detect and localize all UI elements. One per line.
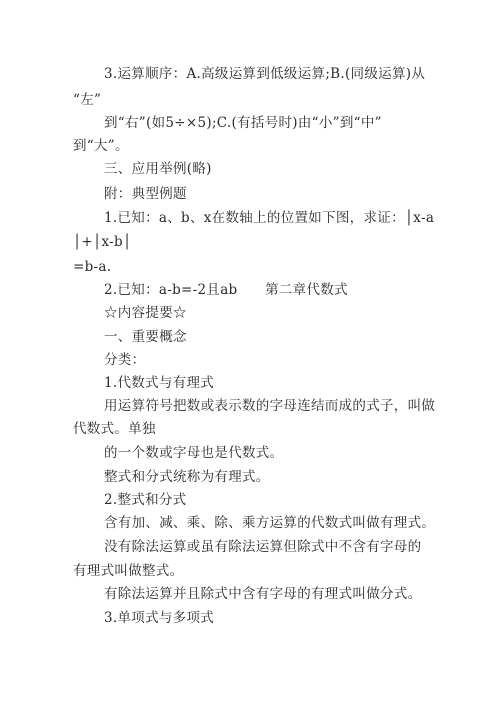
- text-line: 没有除法运算或虽有除法运算但除式中不含有字母的: [104, 539, 422, 555]
- text-line: 1.已知：a、b、x在数轴上的位置如下图，求证：│x-a: [104, 210, 435, 226]
- text-line: 有除法运算并且除式中含有字母的有理式叫做分式。: [104, 586, 422, 602]
- text-line: 3.运算顺序：A.高级运算到低级运算;B.(同级运算)从: [104, 66, 426, 82]
- text-line: 到“大”。: [73, 138, 129, 154]
- section-heading: 三、应用举例(略): [104, 161, 212, 177]
- text-line: │+│x-b│: [73, 234, 132, 250]
- text-line: 含有加、减、乘、除、乘方运算的代数式叫做有理式。: [104, 515, 436, 531]
- subheading: 1.代数式与有理式: [104, 375, 215, 391]
- text-line: 的一个数或字母也是代数式。: [104, 445, 284, 461]
- text-line: 到“右”(如5÷×5);C.(有括号时)由“小”到“中”: [104, 115, 382, 131]
- subheading: 3.单项式与多项式: [104, 610, 215, 626]
- text-line: 整式和分式统称为有理式。: [104, 469, 270, 485]
- text-line: 附：典型例题: [104, 186, 187, 202]
- text-line: 代数式。单独: [73, 421, 156, 437]
- subheading: 2.整式和分式: [104, 492, 187, 508]
- text-line: =b-a.: [73, 259, 112, 275]
- text-line: 分类：: [104, 352, 146, 368]
- text-line: 用运算符号把数或表示数的字母连结而成的式子，叫做: [104, 398, 436, 414]
- text-line: ☆内容提要☆: [104, 305, 187, 321]
- text-line: “左”: [73, 92, 102, 108]
- text-line: 有理式叫做整式。: [73, 563, 184, 579]
- section-heading: 一、重要概念: [104, 329, 187, 345]
- text-line: 2.已知：a-b=-2且ab 第二章代数式: [104, 282, 348, 298]
